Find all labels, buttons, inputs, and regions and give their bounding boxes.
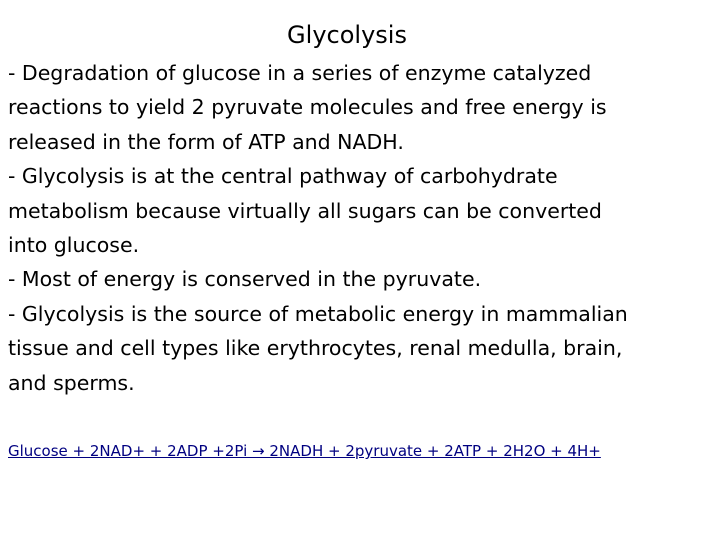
body-line: - Glycolysis is the source of metabolic energy in mammalian bbox=[8, 301, 628, 326]
body-line: into glucose. bbox=[8, 233, 140, 258]
glycolysis-equation: Glucose + 2NAD+ + 2ADP +2Pi → 2NADH + 2pyruvate + 2ATP + 2H2O + 4H+ bbox=[8, 442, 601, 460]
body-line: tissue and cell types like erythrocytes, renal medulla, brain, bbox=[8, 336, 623, 361]
body-line: - Glycolysis is at the central pathway of carbohydrate bbox=[8, 164, 558, 189]
body-line: metabolism because virtually all sugars can be converted bbox=[8, 198, 602, 223]
body-line: and sperms. bbox=[8, 370, 135, 395]
body-line: - Most of energy is conserved in the pyruvate. bbox=[8, 267, 482, 292]
body-text bbox=[8, 56, 712, 400]
slide-title: Glycolysis bbox=[287, 21, 407, 49]
body-line: reactions to yield 2 pyruvate molecules and free energy is bbox=[8, 95, 607, 120]
body-line: released in the form of ATP and NADH. bbox=[8, 129, 404, 154]
body-line: - Degradation of glucose in a series of enzyme catalyzed bbox=[8, 61, 592, 85]
